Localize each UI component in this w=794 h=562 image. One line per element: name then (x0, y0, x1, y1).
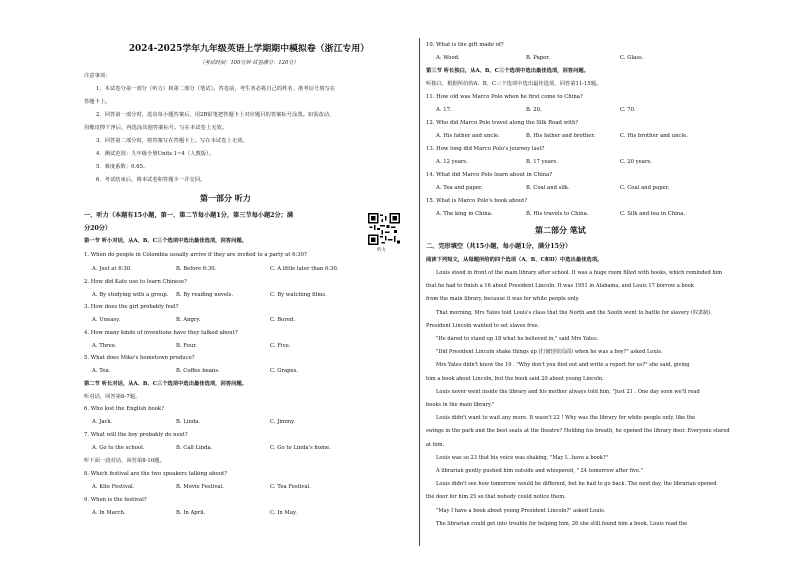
option-c[interactable]: C. Tea Festival. (270, 484, 311, 490)
option-c[interactable]: C. 70. (620, 107, 636, 113)
note-line: 2．回答第一部分时，选出每小题答案后，用2B铅笔把答题卡上对应题目的答案标号涂黑。如需改动， (96, 112, 335, 118)
option-b[interactable]: B. Coal and silk. (526, 185, 570, 191)
option-a[interactable]: A. 12 years. (436, 159, 468, 165)
subsection2-heading: 第二节 听长对话，从A、B、C三个选项中选出最佳选项，回答问题。 (84, 381, 247, 387)
passage-line: Mrs Yates didn't know the 19 . "Why don't you find out and write a report for us?" she said, giving (436, 362, 690, 369)
passage-line: Louis was so 23 that his voice was shaking, "May I...have a book?" (436, 454, 608, 461)
option-a[interactable]: A. Tea and paper. (436, 185, 483, 191)
passage-line: President Lincoln wanted to set slaves free. (426, 322, 540, 329)
option-a[interactable]: A. Three. (92, 343, 117, 349)
question-1: 1. When do people in Colombia usually arrive if they are invited to a party at 6:30? (84, 252, 307, 258)
question-13: 13. How long did Marco Polo's journey last? (426, 146, 545, 152)
option-a[interactable]: A. The king in China. (436, 211, 493, 217)
note-line: 1．本试卷分第一部分（听力）和第二部分（笔试）。答卷前，考生务必将自己的姓名、准考证号填写在 (96, 86, 336, 92)
option-c[interactable]: C. Bored. (270, 317, 296, 323)
passage-line: at him. (426, 441, 445, 448)
option-b[interactable]: B. Call Linda. (176, 445, 213, 451)
option-b[interactable]: B. Linda. (176, 419, 201, 425)
option-a[interactable]: A. Jack. (92, 419, 113, 425)
option-b[interactable]: B. Movie Festival. (176, 484, 224, 490)
passage-line: Louis didn't want to wait any more. It wasn't 22 ! Why was the library for white people only, like the (436, 415, 696, 422)
option-a[interactable]: A. By studying with a group. (92, 292, 169, 298)
option-b[interactable]: B. Paper. (526, 55, 550, 61)
passage-line: books in the main library." (426, 402, 495, 408)
question-6: 6. Who lost the English book? (84, 406, 164, 412)
option-b[interactable]: B. By reading novels. (176, 292, 234, 298)
option-b[interactable]: B. 17 years. (526, 159, 558, 165)
option-c[interactable]: C. Go to Linda's home. (270, 445, 331, 451)
cloze-heading: 二、完形填空（共15小题，每小题1分，满分15分） (426, 243, 572, 250)
exam-subtitle: （考试时间：100分钟 试卷满分：120分） (199, 60, 299, 66)
option-a[interactable]: A. Just at 6:30. (92, 266, 132, 272)
option-c[interactable]: C. Silk and tea in China. (620, 211, 686, 217)
option-b[interactable]: B. In April. (176, 510, 206, 516)
option-c[interactable]: C. Jimmy. (270, 419, 296, 425)
notes-heading: 注意事项： (84, 73, 111, 79)
option-b[interactable]: B. Coffee beans. (176, 368, 220, 374)
option-c[interactable]: C. Glass. (620, 55, 644, 61)
subsection2-note: 听对话，回答第6-7题。 (84, 394, 141, 400)
passage-line: Louis didn't see how tomorrow would be different, but he had to go back. The next day, the librarian opened (436, 481, 717, 488)
option-c[interactable]: C. His brother and uncle. (620, 133, 688, 139)
option-a[interactable]: A. Tea. (92, 368, 111, 374)
passage-line: "Did President Lincoln shake things up (打破现状局面) when he was a boy?" asked Louis. (436, 349, 663, 356)
option-b[interactable]: B. 20. (526, 107, 542, 113)
option-a[interactable]: A. His father and uncle. (436, 133, 500, 139)
passage-line: That morning, Mrs Yates told Louis's class that the North and the South went to battle for slavery (奴隶制). (436, 309, 712, 316)
passage-line: the door for him 25 so that nobody could notice them. (426, 494, 566, 501)
subsection2-note2: 听下面一段对话，回答第8-10题。 (84, 458, 165, 464)
subsection1-heading: 第一节 听小对话，从A、B、C三个选项中选出最佳选项，回答问题。 (84, 238, 247, 244)
question-7: 7. What will the boy probably do next? (84, 432, 188, 438)
note-line: 答题卡上。 (84, 99, 111, 105)
question-15: 15. What is Marco Polo's book about? (426, 198, 528, 204)
option-a[interactable]: A. 17. (436, 107, 452, 113)
question-5: 5. What does Mike's hometown produce? (84, 355, 195, 361)
note-line: 用橡皮擦干净后，再选涂其他答案标号。写在本试卷上无效。 (84, 125, 228, 131)
question-14: 14. What did Marco Polo learn about in China? (426, 172, 553, 178)
question-4: 4. How many kinds of inventions have they talked about? (84, 330, 238, 336)
passage-line: Louis stood in front of the main library after school. It was a huge room filled with books, which reminded him (436, 270, 723, 276)
question-12: 12. Who did Marco Polo travel along the Silk Road with? (426, 120, 579, 126)
note-line: 5．难度系数：0.65。 (96, 164, 149, 170)
question-9: 9. When is the festival? (84, 497, 147, 503)
qr-label: 听力 (377, 248, 386, 253)
cloze-instruction: 阅读下列短文，从每题所给的四个选项（A、B、C和D）中选出最佳选项。 (426, 257, 603, 263)
option-a[interactable]: A. Go to the school. (92, 445, 145, 451)
option-b[interactable]: B. His father and brother. (526, 133, 596, 139)
subsection3-heading: 第三节 听长独白，从A、B、C三个选项中选出最佳选项，回答问题。 (426, 68, 589, 74)
option-c[interactable]: C. By watching films. (270, 292, 327, 298)
option-c[interactable]: C. In May. (270, 510, 297, 516)
option-c[interactable]: C. Coal and paper. (620, 185, 670, 191)
passage-line: from the main library, because it was for white people only. (426, 296, 580, 303)
passage-line: him a book about Lincoln, but the book said 20 about young Lincoln. (426, 375, 604, 382)
option-a[interactable]: A. Wood. (436, 55, 460, 61)
note-line: 3．回答第二部分时，将答案写在答题卡上。写在本试卷上无效。 (96, 138, 248, 144)
passage-line: Louis never went inside the library and his mother always told him, "Just 21 . One day soon we'll read (436, 388, 700, 395)
passage-line: swings in the park and the best seats at the theatre? Holding his breath, he opened the library door. Everyone stared (426, 428, 730, 435)
option-b[interactable]: B. Four. (176, 343, 197, 349)
option-c[interactable]: C. A little later than 6:30. (270, 266, 339, 272)
part2-heading: 第二部分 笔试 (535, 225, 586, 235)
passage-line: "May I have a book about young President Lincoln?" asked Louis. (436, 507, 606, 514)
option-c[interactable]: C. Grapes. (270, 368, 299, 374)
option-a[interactable]: A. Uneasy. (92, 317, 121, 323)
option-b[interactable]: B. His travels to China. (526, 211, 589, 217)
option-b[interactable]: B. Before 6:30. (176, 266, 217, 272)
passage-line: that he had to finish a 16 about President Lincoln. It was 1951 in Alabama, and Louis 17 borrow a book (426, 283, 694, 290)
note-line: 4．测试范围：九年级全册Units 1~4（人教版）。 (96, 151, 215, 157)
option-a[interactable]: A. Kite Festival. (92, 484, 135, 490)
option-c[interactable]: C. 20 years. (620, 159, 652, 165)
question-10: 10. What is the gift made of? (426, 42, 504, 48)
column-divider (419, 38, 420, 546)
note-line: 6．考试结束后，将本试卷和答题卡一并交回。 (96, 177, 206, 183)
exam-title: 2024-2025学年九年级英语上学期期中模拟卷（浙江专用） (128, 44, 370, 54)
question-11: 11. How old was Marco Polo when he first come to China? (426, 94, 583, 100)
option-b[interactable]: B. Angry. (176, 317, 201, 323)
question-8: 8. Which festival are the two speakers talking about? (84, 471, 228, 477)
option-a[interactable]: A. In March. (92, 510, 126, 516)
subsection3-note: 听独白，根据所给的A、B、C三个选项中选出最佳选项，回答第11-15题。 (426, 81, 602, 87)
qr-code-icon (368, 213, 400, 245)
option-c[interactable]: C. Five. (270, 343, 291, 349)
part1-heading: 第一部分 听力 (200, 193, 251, 203)
passage-line: The librarian could get into trouble for helping him, 26 she still found him a book. Louis read the (436, 520, 688, 527)
section1-heading: 一、听力（本题有15小题，第一、第二节每小题1分，第三节每小题2分；满 (84, 212, 294, 219)
question-2: 2. How did Kate use to learn Chinese? (84, 279, 187, 285)
question-3: 3. How does the girl probably feel? (84, 304, 179, 310)
passage-line: A librarian gently pushed him outside and whispered, " 24 tomorrow after five." (436, 468, 643, 474)
passage-line: "He dared to stand up 18 what he believed in," said Mrs Yates. (436, 336, 599, 342)
section1-heading-cont: 分20分） (84, 225, 112, 232)
